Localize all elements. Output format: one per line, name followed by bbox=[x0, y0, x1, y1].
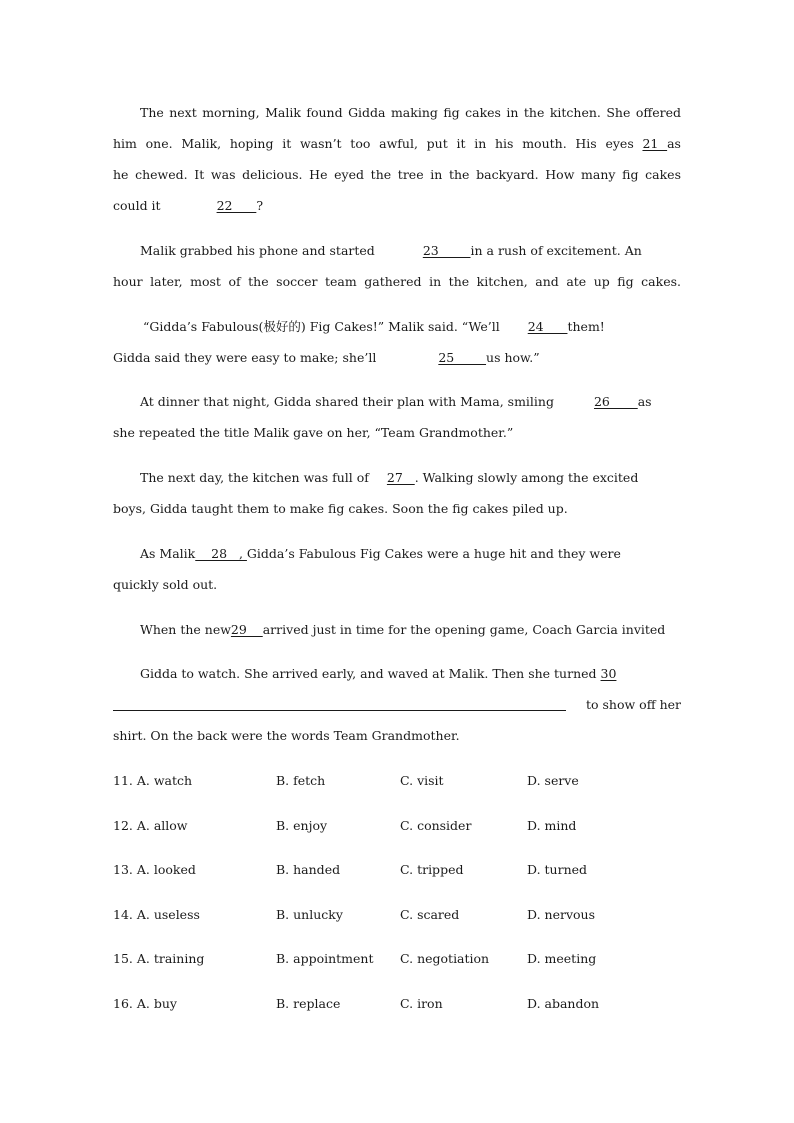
blank-21: 21 bbox=[642, 136, 668, 151]
question-12-option-b: B. enjoy bbox=[276, 818, 328, 833]
question-12-option-a: 12. A. allow bbox=[113, 818, 188, 833]
p2-line-2: hour later, most of the soccer team gathered in the kitchen, and ate up fig cakes. bbox=[113, 274, 681, 289]
p3-line-1: “Gidda’s Fabulous(极好的) Fig Cakes!” Malik said. “We’ll 24 them! bbox=[143, 319, 605, 334]
p8-line-1: Gidda to watch. She arrived early, and waved at Malik. Then she turned 30 bbox=[140, 666, 617, 681]
question-11-option-c: C. visit bbox=[400, 773, 444, 788]
p8-line-2: to show off her bbox=[586, 697, 681, 712]
p7-line-1: When the new29 arrived just in time for the opening game, Coach Garcia invited bbox=[140, 622, 666, 637]
question-16-option-c: C. iron bbox=[400, 996, 443, 1011]
question-16-option-a: 16. A. buy bbox=[113, 996, 177, 1011]
answer-line-30 bbox=[113, 710, 566, 711]
blank-23: 23 bbox=[422, 243, 471, 258]
question-16-option-d: D. abandon bbox=[527, 996, 600, 1011]
question-14-option-b: B. unlucky bbox=[276, 907, 343, 922]
question-15-option-b: B. appointment bbox=[276, 951, 374, 966]
blank-29: 29 bbox=[230, 622, 263, 637]
question-15-option-d: D. meeting bbox=[527, 951, 597, 966]
question-13-option-d: D. turned bbox=[527, 862, 588, 877]
p5-line-1: The next day, the kitchen was full of 27 . Walking slowly among the excited bbox=[140, 470, 639, 485]
blank-28: 28 , bbox=[195, 546, 247, 561]
question-11-option-d: D. serve bbox=[527, 773, 579, 788]
p6-line-2: quickly sold out. bbox=[113, 577, 218, 592]
question-12-option-c: C. consider bbox=[400, 818, 472, 833]
question-13-option-a: 13. A. looked bbox=[113, 862, 196, 877]
question-11-option-a: 11. A. watch bbox=[113, 773, 193, 788]
blank-25: 25 bbox=[438, 350, 487, 365]
question-14-option-d: D. nervous bbox=[527, 907, 595, 922]
p2-line-1: Malik grabbed his phone and started 23 in a rush of excitement. An bbox=[140, 243, 642, 258]
blank-22: 22 bbox=[216, 198, 257, 213]
p4-line-1: At dinner that night, Gidda shared their plan with Mama, smiling 26 as bbox=[140, 394, 652, 409]
question-11-option-b: B. fetch bbox=[276, 773, 326, 788]
p6-line-1: As Malik 28 , Gidda’s Fabulous Fig Cakes were a huge hit and they were bbox=[140, 546, 621, 561]
blank-27: 27 bbox=[386, 470, 415, 485]
blank-30: 30 bbox=[600, 666, 617, 681]
question-12-option-d: D. mind bbox=[527, 818, 577, 833]
p1-line-3: he chewed. It was delicious. He eyed the tree in the backyard. How many fig cakes bbox=[113, 167, 681, 182]
p8-line-3: shirt. On the back were the words Team Grandmother. bbox=[113, 728, 460, 743]
question-15-option-c: C. negotiation bbox=[400, 951, 490, 966]
blank-26: 26 bbox=[593, 394, 638, 409]
p5-line-2: boys, Gidda taught them to make fig cakes. Soon the fig cakes piled up. bbox=[113, 501, 568, 516]
p1-line-2: him one. Malik, hoping it wasn’t too awful, put it in his mouth. His eyes 21 as bbox=[113, 136, 681, 151]
question-14-option-c: C. scared bbox=[400, 907, 460, 922]
question-13-option-b: B. handed bbox=[276, 862, 341, 877]
p1-line-1: The next morning, Malik found Gidda making fig cakes in the kitchen. She offered bbox=[140, 105, 681, 120]
question-14-option-a: 14. A. useless bbox=[113, 907, 200, 922]
p3-line-2: Gidda said they were easy to make; she’ll 25 us how.” bbox=[113, 350, 540, 365]
question-15-option-a: 15. A. training bbox=[113, 951, 205, 966]
p1-line-4: could it 22 ? bbox=[113, 198, 264, 213]
p4-line-2: she repeated the title Malik gave on her, “Team Grandmother.” bbox=[113, 425, 514, 440]
question-16-option-b: B. replace bbox=[276, 996, 341, 1011]
blank-24: 24 bbox=[527, 319, 568, 334]
question-13-option-c: C. tripped bbox=[400, 862, 464, 877]
